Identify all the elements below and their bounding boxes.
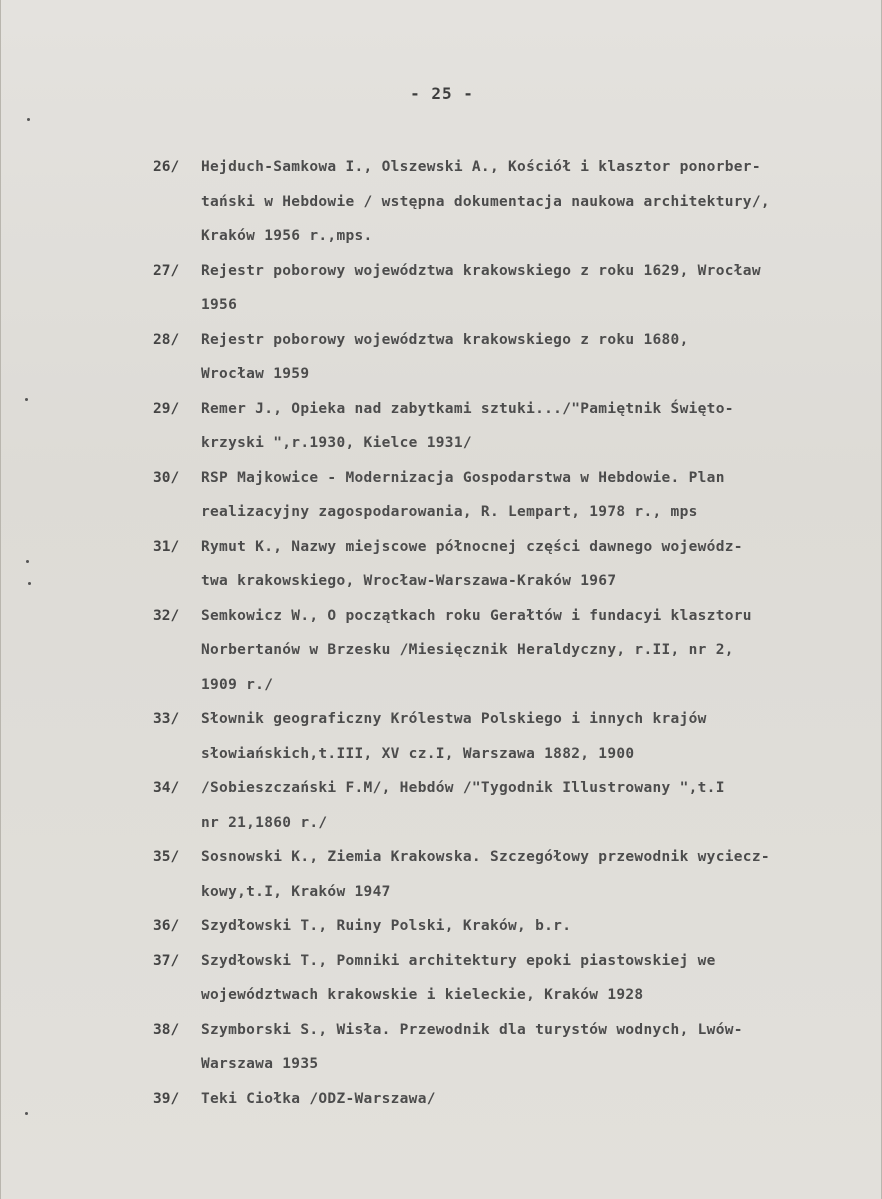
entry-line: tański w Hebdowie / wstępna dokumentacja naukowa architektury/, [201, 193, 770, 210]
entry-line: krzyski ",r.1930, Kielce 1931/ [201, 435, 472, 451]
paper-speck [27, 118, 30, 121]
entry-line: Norbertanów w Brzesku /Miesięcznik Heraldyczny, r.II, nr 2, [201, 642, 734, 658]
bibliography-entry-34 [153, 771, 873, 840]
entry-line: Teki Ciołka /ODZ-Warszawa/ [201, 1090, 436, 1107]
entry-line: Semkowicz W., O początkach roku Gerałtów i fundacyi klasztoru [201, 607, 752, 624]
bibliography-entry-38 [153, 1013, 873, 1082]
entry-line: RSP Majkowice - Modernizacja Gospodarstwa w Hebdowie. Plan [201, 469, 725, 486]
entry-line: województwach krakowskie i kieleckie, Kraków 1928 [201, 987, 644, 1003]
bibliography-entry-27 [153, 254, 873, 323]
entry-line: Szymborski S., Wisła. Przewodnik dla turystów wodnych, Lwów- [201, 1021, 743, 1038]
bibliography-entry-31 [153, 530, 873, 599]
entry-number: 32/ [153, 607, 180, 624]
entry-number: 35/ [153, 849, 180, 865]
bibliography-entry-26 [153, 150, 873, 254]
entry-line: słowiańskich,t.III, XV cz.I, Warszawa 1882, 1900 [201, 745, 635, 762]
bibliography-entry-36 [153, 909, 873, 944]
entry-number: 27/ [153, 262, 180, 279]
bibliography-entry-30 [153, 461, 873, 530]
entry-line: realizacyjny zagospodarowania, R. Lempart, 1978 r., mps [201, 504, 698, 520]
entry-line: kowy,t.I, Kraków 1947 [201, 883, 391, 900]
bibliography-entry-39 [153, 1082, 873, 1117]
entry-number: 29/ [153, 400, 180, 417]
paper-speck [25, 1112, 28, 1115]
bibliography-list [153, 150, 873, 1116]
entry-number: 30/ [153, 469, 180, 486]
entry-number: 36/ [153, 918, 180, 934]
bibliography-entry-28 [153, 323, 873, 392]
entry-number: 28/ [153, 331, 180, 348]
entry-line: /Sobieszczański F.M/, Hebdów /"Tygodnik Illustrowany ",t.I [201, 780, 725, 796]
entry-line: Szydłowski T., Pomniki architektury epoki piastowskiej we [201, 952, 716, 969]
paper-speck [26, 560, 29, 563]
page-number: - 25 - [410, 84, 474, 103]
entry-number: 38/ [153, 1021, 180, 1038]
bibliography-entry-29 [153, 392, 873, 461]
entry-line: Sosnowski K., Ziemia Krakowska. Szczegółowy przewodnik wyciecz- [201, 849, 770, 865]
entry-line: Szydłowski T., Ruiny Polski, Kraków, b.r. [201, 918, 572, 934]
bibliography-entry-32 [153, 599, 873, 703]
entry-line: 1909 r./ [201, 676, 274, 693]
entry-line: Rejestr poborowy województwa krakowskiego z roku 1629, Wrocław [201, 262, 761, 279]
entry-line: Rymut K., Nazwy miejscowe północnej części dawnego wojewódz- [201, 538, 743, 555]
entry-number: 31/ [153, 538, 180, 555]
entry-number: 34/ [153, 780, 180, 796]
entry-line: 1956 [201, 297, 238, 313]
entry-line: twa krakowskiego, Wrocław-Warszawa-Kraków 1967 [201, 573, 617, 589]
entry-number: 26/ [153, 159, 180, 175]
paper-speck [28, 582, 31, 585]
entry-line: Rejestr poborowy województwa krakowskiego z roku 1680, [201, 331, 689, 348]
entry-line: Kraków 1956 r.,mps. [201, 228, 373, 244]
bibliography-entry-37 [153, 944, 873, 1013]
entry-number: 33/ [153, 711, 180, 727]
entry-line: nr 21,1860 r./ [201, 814, 328, 831]
entry-number: 39/ [153, 1090, 180, 1107]
entry-line: Remer J., Opieka nad zabytkami sztuki.../"Pamiętnik Święto- [201, 400, 734, 417]
entry-line: Hejduch-Samkowa I., Olszewski A., Kościół i klasztor ponorber- [201, 159, 761, 175]
bibliography-entry-33 [153, 702, 873, 771]
entry-line: Warszawa 1935 [201, 1056, 319, 1072]
bibliography-entry-35 [153, 840, 873, 909]
entry-line: Słownik geograficzny Królestwa Polskiego i innych krajów [201, 711, 707, 727]
entry-line: Wrocław 1959 [201, 366, 310, 382]
entry-number: 37/ [153, 952, 180, 969]
paper-speck [25, 398, 28, 401]
